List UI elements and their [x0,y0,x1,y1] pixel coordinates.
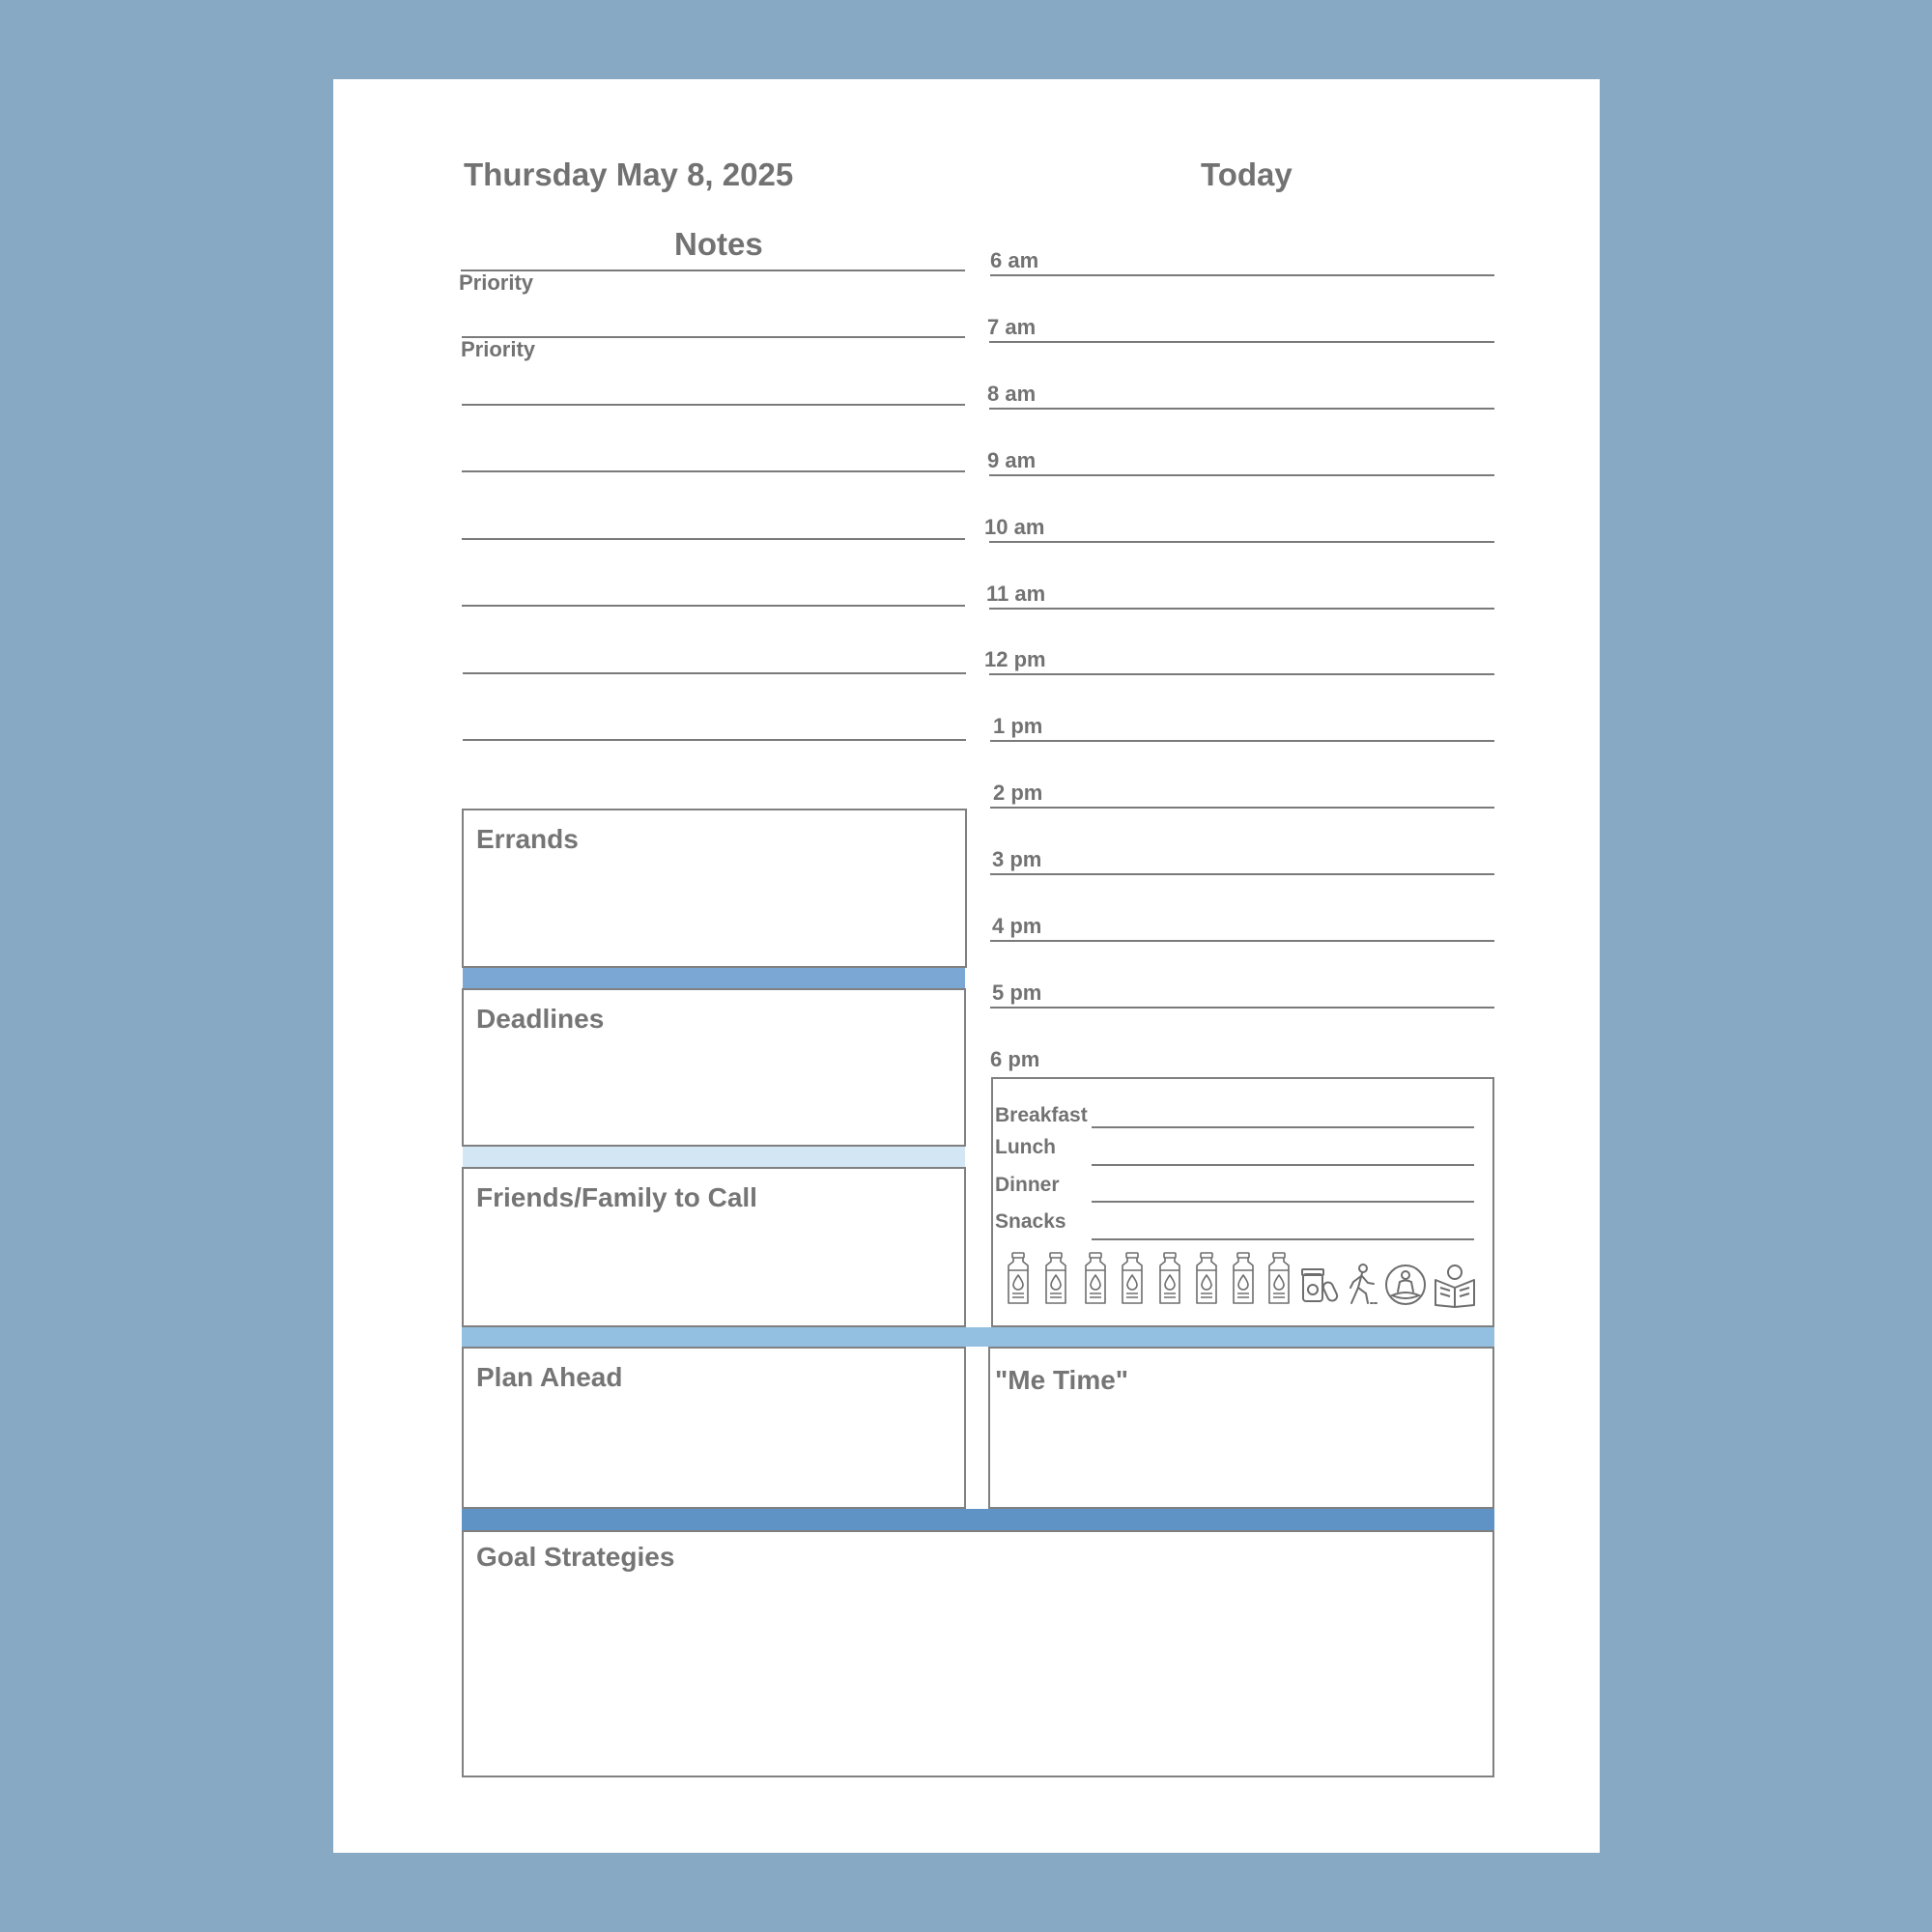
plan-ahead-box[interactable] [462,1347,966,1509]
time-label: 11 am [986,582,1046,606]
meditation-icon[interactable] [1384,1263,1427,1307]
time-label: 10 am [984,515,1045,539]
time-line[interactable] [989,541,1494,543]
time-line[interactable] [990,274,1494,276]
me-time-label: "Me Time" [995,1365,1129,1395]
deadlines-box[interactable] [462,988,966,1147]
time-label: 6 am [990,248,1039,272]
friends-family-label: Friends/Family to Call [476,1182,757,1212]
time-line[interactable] [990,740,1494,742]
dinner-label: Dinner [995,1174,1060,1196]
errands-box[interactable] [462,809,967,968]
dinner-line[interactable] [1092,1201,1474,1203]
priority-label: Priority [459,270,534,295]
time-label: 6 pm [990,1047,1040,1071]
time-label: 5 pm [992,980,1042,1005]
time-line[interactable] [990,940,1494,942]
note-line[interactable] [462,538,965,540]
note-line[interactable] [463,739,966,741]
water-bottle-icon[interactable] [1042,1251,1069,1307]
time-line[interactable] [989,608,1494,610]
notes-heading: Notes [674,226,763,262]
walking-icon[interactable] [1342,1263,1380,1307]
priority-label: Priority [461,337,536,361]
meals-tracker-box [991,1077,1494,1327]
time-label: 4 pm [992,914,1042,938]
reading-icon[interactable] [1433,1263,1477,1309]
time-line[interactable] [989,474,1494,476]
note-line[interactable] [462,470,965,472]
time-label: 3 pm [992,847,1042,871]
time-label: 12 pm [984,647,1046,671]
lunch-line[interactable] [1092,1164,1474,1166]
time-label: 9 am [987,448,1037,472]
plan-ahead-label: Plan Ahead [476,1362,623,1392]
water-bottle-icon[interactable] [1156,1251,1183,1307]
divider-band [462,1509,1494,1530]
time-label: 8 am [987,382,1037,406]
note-line[interactable] [462,336,965,338]
lunch-label: Lunch [995,1136,1056,1158]
time-line[interactable] [989,673,1494,675]
date-heading: Thursday May 8, 2025 [464,156,794,192]
goal-strategies-box[interactable] [462,1530,1494,1777]
water-bottle-icon[interactable] [1230,1251,1257,1307]
friends-family-box[interactable] [462,1167,966,1327]
divider-band [462,1327,1494,1347]
divider-band [463,968,965,989]
time-line[interactable] [990,807,1494,809]
note-line[interactable] [463,672,966,674]
water-bottle-icon[interactable] [1082,1251,1109,1307]
time-line[interactable] [990,873,1494,875]
note-line[interactable] [462,605,965,607]
me-time-box[interactable] [988,1347,1494,1509]
breakfast-label: Breakfast [995,1104,1088,1126]
time-label: 1 pm [993,714,1043,738]
water-bottle-icon[interactable] [1119,1251,1146,1307]
vitamins-icon[interactable] [1300,1266,1341,1307]
water-bottle-icon[interactable] [1005,1251,1032,1307]
errands-label: Errands [476,824,579,854]
water-bottle-icon[interactable] [1193,1251,1220,1307]
note-line[interactable] [462,404,965,406]
breakfast-line[interactable] [1092,1126,1474,1128]
time-label: 7 am [987,315,1037,339]
water-bottle-icon[interactable] [1265,1251,1293,1307]
snacks-line[interactable] [1092,1238,1474,1240]
time-line[interactable] [990,1007,1494,1009]
divider-band [463,1147,965,1168]
snacks-label: Snacks [995,1210,1066,1233]
note-line[interactable] [461,270,965,271]
today-heading: Today [1201,156,1293,192]
planner-page [333,79,1600,1853]
time-line[interactable] [989,341,1494,343]
time-line[interactable] [989,408,1494,410]
time-label: 2 pm [993,781,1043,805]
goal-strategies-label: Goal Strategies [476,1542,675,1572]
deadlines-label: Deadlines [476,1004,605,1034]
